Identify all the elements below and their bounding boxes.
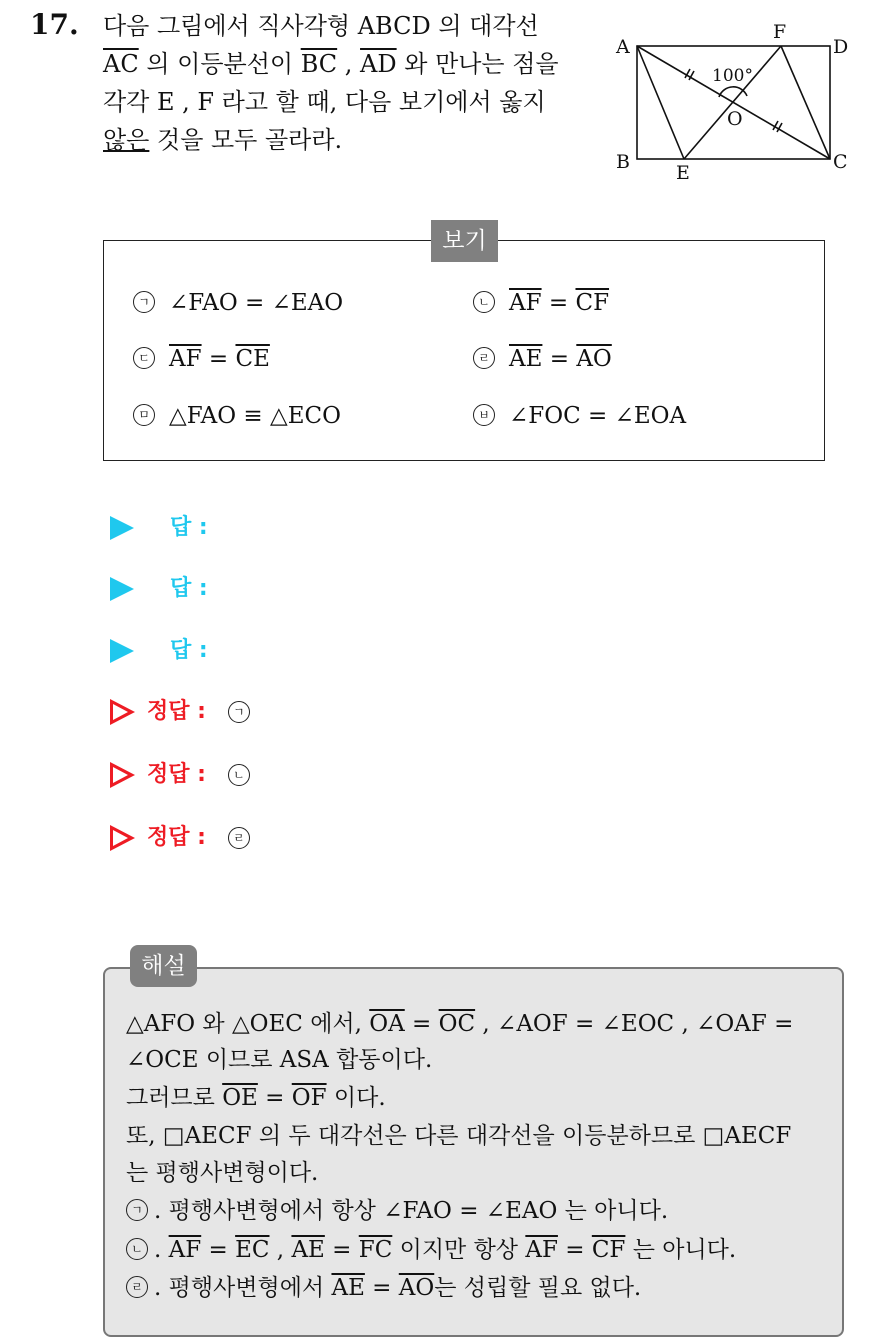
solution-line-8 <box>126 1270 641 1306</box>
option-marker: ㄴ <box>473 291 495 313</box>
question-text: , <box>337 50 361 78</box>
correct-value: ㄹ <box>228 827 250 849</box>
answer-label: 답 : <box>170 515 208 540</box>
solution-line-2: ∠OCE 이므로 ASA 합동이다. <box>126 1047 433 1073</box>
play-outline-icon <box>110 825 135 851</box>
question-line-4 <box>103 122 342 158</box>
label-b: B <box>616 151 630 173</box>
question-text: 와 만나는 점을 <box>396 50 559 78</box>
segment: $\overline{OA}$ <box>369 1011 405 1037</box>
option-text: ∠FOC = ∠EOA <box>509 403 687 429</box>
bogi-label: 보기 <box>431 220 498 262</box>
option-5 <box>133 403 341 429</box>
segment: $\overline{AF}$ <box>525 1237 558 1263</box>
option-marker: ㄷ <box>133 347 155 369</box>
correct-value: ㄱ <box>228 701 250 723</box>
label-c: C <box>833 151 848 173</box>
equals: = <box>541 290 576 316</box>
text: = <box>364 1275 399 1301</box>
answer-row <box>110 510 208 544</box>
equals: = <box>542 346 577 372</box>
segment: $\overline{OE}$ <box>222 1085 258 1111</box>
correct-label: 정답 : <box>147 699 206 724</box>
equals: = <box>201 346 236 372</box>
solution-label: 해설 <box>130 945 197 987</box>
segment: $\overline{AE}$ <box>331 1275 365 1301</box>
label-f: F <box>773 21 787 43</box>
question-number: 17. <box>30 8 79 41</box>
option-marker: ㅂ <box>473 404 495 426</box>
solution-line-6 <box>126 1193 668 1229</box>
text: △AFO 와 △OEC 에서, <box>126 1011 370 1037</box>
play-icon <box>110 577 134 601</box>
segment: $\overline{AO}$ <box>576 346 612 372</box>
correct-answer-row <box>110 757 250 791</box>
segment-ac: $\overline{AC}$ <box>103 50 139 78</box>
text: = <box>324 1237 359 1263</box>
answer-label: 답 : <box>170 576 208 601</box>
line-ae <box>637 46 684 159</box>
emphasis-not: 않은 <box>103 126 150 154</box>
option-1 <box>133 290 343 316</box>
text: = <box>557 1237 592 1263</box>
option-text: △FAO ≡ △ECO <box>169 403 341 429</box>
text: , <box>269 1237 292 1263</box>
segment: $\overline{CE}$ <box>235 346 270 372</box>
label-d: D <box>833 36 849 58</box>
question-line-3: 각각 E , F 라고 할 때, 다음 보기에서 옳지 <box>103 88 546 116</box>
angle-arc <box>719 87 747 97</box>
option-marker: ㄴ <box>126 1238 148 1260</box>
text: = <box>201 1237 236 1263</box>
line-ef <box>684 46 781 159</box>
line-fc <box>781 46 830 159</box>
option-marker: ㄱ <box>126 1199 148 1221</box>
text: = <box>257 1085 292 1111</box>
answer-row <box>110 633 208 667</box>
text: 는 성립할 필요 없다. <box>434 1275 642 1301</box>
text: 는 아니다. <box>625 1237 737 1263</box>
solution-line-4: 또, □AECF 의 두 대각선은 다른 대각선을 이등분하므로 □AECF <box>126 1123 792 1149</box>
question-text: 의 이등분선이 <box>138 50 301 78</box>
option-2 <box>473 290 609 316</box>
option-text: ∠FAO = ∠EAO <box>169 290 344 316</box>
play-outline-icon <box>110 762 135 788</box>
question-line-2 <box>103 46 559 82</box>
angle-label: 100° <box>712 66 753 86</box>
segment: $\overline{CF}$ <box>575 290 610 316</box>
answer-row <box>110 571 208 605</box>
label-e: E <box>676 162 690 184</box>
solution-line-5: 는 평행사변형이다. <box>126 1160 319 1186</box>
segment: $\overline{AO}$ <box>398 1275 435 1301</box>
segment: $\overline{EC}$ <box>235 1237 270 1263</box>
solution-line-3 <box>126 1080 386 1116</box>
question-text: 것을 모두 골라라. <box>149 126 343 154</box>
segment: $\overline{AF}$ <box>169 346 202 372</box>
text: 이지만 항상 <box>392 1237 526 1263</box>
correct-answer-row <box>110 694 250 728</box>
segment: $\overline{AF}$ <box>168 1237 202 1263</box>
text: . 평행사변형에서 <box>154 1275 332 1301</box>
segment: $\overline{AE}$ <box>291 1237 325 1263</box>
text: 그러므로 <box>126 1085 223 1111</box>
option-6 <box>473 403 686 429</box>
segment: $\overline{OC}$ <box>438 1011 476 1037</box>
text: . 평행사변형에서 항상 ∠FAO = ∠EAO 는 아니다. <box>154 1198 669 1224</box>
segment: $\overline{OF}$ <box>291 1085 327 1111</box>
text: 이다. <box>326 1085 386 1111</box>
correct-answer-row <box>110 820 250 854</box>
option-marker: ㄱ <box>133 291 155 313</box>
segment: $\overline{CF}$ <box>591 1237 626 1263</box>
option-3 <box>133 346 270 372</box>
segment-bc: $\overline{BC}$ <box>300 50 338 78</box>
segment: $\overline{FC}$ <box>358 1237 393 1263</box>
correct-value: ㄴ <box>228 764 250 786</box>
solution-line-7 <box>126 1232 736 1268</box>
correct-label: 정답 : <box>147 762 206 787</box>
option-marker: ㄹ <box>126 1276 148 1298</box>
option-marker: ㄹ <box>473 347 495 369</box>
segment: $\overline{AF}$ <box>509 290 542 316</box>
correct-label: 정답 : <box>147 825 206 850</box>
text: . <box>154 1237 169 1263</box>
text: , ∠AOF = ∠EOC , ∠OAF = <box>475 1011 794 1037</box>
answer-label: 답 : <box>170 638 208 663</box>
solution-line-1 <box>126 1006 793 1042</box>
option-4 <box>473 346 612 372</box>
play-icon <box>110 639 134 663</box>
text: = <box>404 1011 439 1037</box>
play-icon <box>110 516 134 540</box>
option-marker: ㅁ <box>133 404 155 426</box>
label-a: A <box>616 36 630 58</box>
segment-ad: $\overline{AD}$ <box>360 50 397 78</box>
label-o: O <box>727 108 743 130</box>
question-line-1: 다음 그림에서 직사각형 ABCD 의 대각선 <box>103 12 539 40</box>
segment: $\overline{AE}$ <box>509 346 543 372</box>
play-outline-icon <box>110 699 135 725</box>
rectangle-diagram <box>612 20 862 190</box>
